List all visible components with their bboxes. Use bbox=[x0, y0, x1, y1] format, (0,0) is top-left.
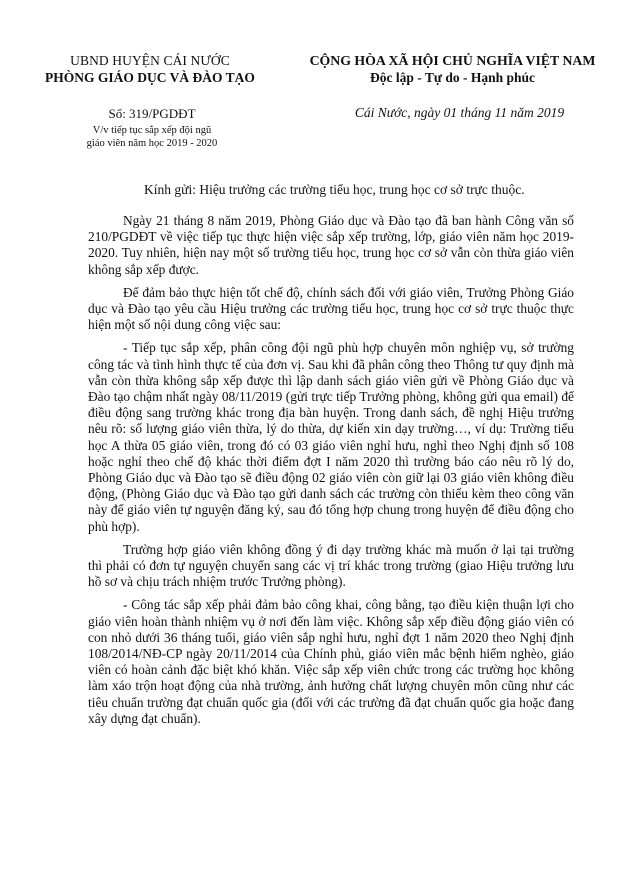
body-paragraph: Trường hợp giáo viên không đồng ý đi dạy trường khác mà muốn ở lại tại trường thì phải có đơn tự nguyện chuyển sang các vị trí khác trong trường (giao Hiệu trưởng lưu hồ sơ và chịu trách nhiệm trước Trưởng phòng). bbox=[88, 541, 574, 590]
document-body bbox=[88, 213, 574, 734]
document-subject bbox=[0, 124, 304, 150]
org-line-1: UBND HUYỆN CÁI NƯỚC bbox=[70, 53, 230, 68]
motto: Độc lập - Tự do - Hạnh phúc bbox=[369, 70, 536, 85]
national-heading bbox=[282, 52, 623, 87]
date-place: Cái Nước, ngày 01 tháng 11 năm 2019 bbox=[354, 105, 565, 120]
subject-line-2: giáo viên năm học 2019 - 2020 bbox=[86, 138, 218, 149]
org-line-2: PHÒNG GIÁO DỤC VÀ ĐÀO TẠO bbox=[45, 70, 255, 85]
subject-line-1: V/v tiếp tục sắp xếp đội ngũ bbox=[92, 125, 212, 136]
body-paragraph: Ngày 21 tháng 8 năm 2019, Phòng Giáo dục và Đào tạo đã ban hành Công văn số 210/PGDĐT về việc tiếp tục thực hiện việc sắp xếp trường, lớp, giáo viên năm học 2019-2020. Tuy nhiên, hiện nay một số trường tiểu học, trung học cơ sở vẫn còn thừa giáo viên không sắp xếp được. bbox=[88, 213, 574, 277]
body-paragraph: Để đảm bảo thực hiện tốt chế độ, chính sách đối với giáo viên, Trưởng Phòng Giáo dục và Đào tạo yêu cầu Hiệu trưởng các trường tiểu học, trung học cơ sở trực thuộc thực hiện một số nội dung công việc sau: bbox=[88, 284, 574, 333]
issuing-authority bbox=[0, 52, 300, 87]
document-number: Số: 319/PGDĐT bbox=[108, 106, 196, 121]
nation-title: CỘNG HÒA XÃ HỘI CHỦ NGHĨA VIỆT NAM bbox=[309, 53, 596, 68]
recipient-line: Kính gửi: Hiệu trưởng các trường tiểu học, trung học cơ sở trực thuộc. bbox=[144, 182, 525, 197]
body-paragraph: - Công tác sắp xếp phải đảm bảo công khai, công bằng, tạo điều kiện thuận lợi cho giáo viên hoàn thành nhiệm vụ ở nơi đến làm việc. Không sắp xếp điều động giáo viên có con nhỏ dưới 36 tháng tuổi, giáo viên sắp nghỉ hưu, nghỉ đợt 1 năm 2020 theo Nghị định 108/2014/NĐ-CP ngày 20/11/2014 của Chính phủ, giáo viên mắc bệnh hiểm nghèo, giáo viên có hoàn cảnh đặc biệt khó khăn. Việc sắp xếp viên chức trong các trường học không làm xáo trộn hoạt động của nhà trường, ảnh hưởng chất lượng chuyên môn cũng như các tiêu chuẩn trường đạt chuẩn quốc gia (đối với các trường đã đạt chuẩn quốc gia hoặc đang xây dựng đạt chuẩn). bbox=[88, 597, 574, 726]
body-paragraph: - Tiếp tục sắp xếp, phân công đội ngũ phù hợp chuyên môn nghiệp vụ, sở trường công tác và tình hình thực tế của đơn vị. Sau khi đã phân công theo Thông tư quy định mà vẫn còn thừa không sắp xếp được thì lập danh sách giáo viên gửi về Phòng Giáo dục và Đào tạo chậm nhất ngày 08/11/2019 (gửi trực tiếp Trưởng phòng, không gửi qua email) để điều động sang trường khác trong địa bàn huyện. Trong danh sách, đề nghị Hiệu trưởng nêu rõ: số lượng giáo viên thừa, lý do thừa, dự kiến xin dạy trường…, ví dụ: Trường tiểu học A thừa 05 giáo viên, trong đó có 03 giáo viên nghỉ hưu, nghỉ theo Nghị định số 108 hoặc nghỉ theo chế độ khác thời điểm đợt I năm 2020 thì trường báo cáo nêu rõ lý do, Phòng Giáo dục và Đào tạo sẽ điều động 02 giáo viên còn giữ lại 03 giáo viên không điều động, (Phòng Giáo dục và Đào tạo gửi danh sách các trường còn thiếu kèm theo công văn này để giáo viên tự nguyện đăng ký, sau đó tổng hợp chung trong huyện để điều động cho phù hợp). bbox=[88, 340, 574, 534]
